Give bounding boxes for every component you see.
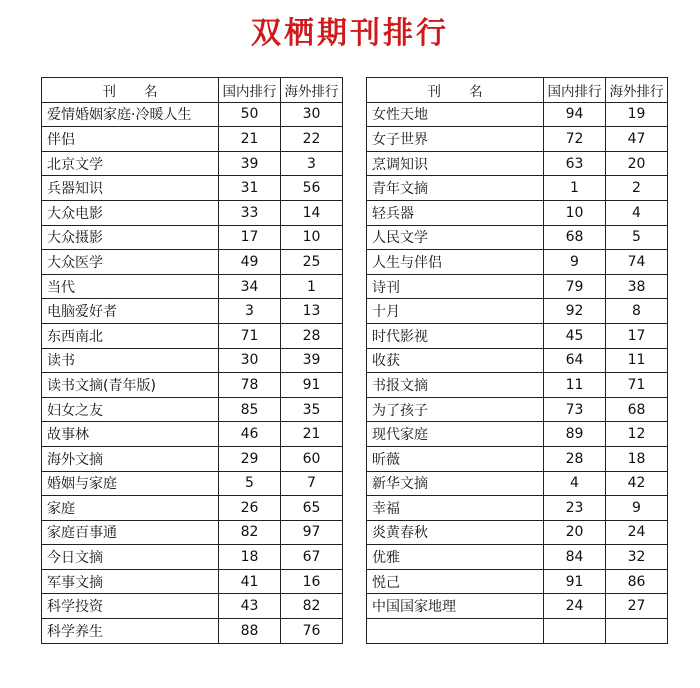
magazine-name-cell: 人民文学 xyxy=(367,225,544,250)
table-row xyxy=(367,127,668,152)
table-row xyxy=(42,520,343,545)
magazine-name-cell xyxy=(367,619,544,644)
table-row xyxy=(367,373,668,398)
overseas-rank-cell: 14 xyxy=(281,200,343,225)
left-ranking-table xyxy=(41,77,343,644)
domestic-rank-cell: 33 xyxy=(219,200,281,225)
magazine-name-cell: 书报文摘 xyxy=(367,373,544,398)
domestic-rank-cell: 11 xyxy=(544,373,606,398)
magazine-name-cell: 时代影视 xyxy=(367,323,544,348)
magazine-name-cell: 为了孩子 xyxy=(367,397,544,422)
overseas-rank-cell: 25 xyxy=(281,250,343,275)
domestic-rank-cell: 34 xyxy=(219,274,281,299)
overseas-rank-cell: 4 xyxy=(606,200,668,225)
magazine-name-cell: 爱情婚姻家庭·冷暖人生 xyxy=(42,102,219,127)
table-row xyxy=(367,545,668,570)
overseas-rank-cell: 76 xyxy=(281,619,343,644)
domestic-rank-cell: 3 xyxy=(219,299,281,324)
header-name: 刊名 xyxy=(367,78,544,103)
table-row xyxy=(367,200,668,225)
domestic-rank-cell: 9 xyxy=(544,250,606,275)
domestic-rank-cell: 10 xyxy=(544,200,606,225)
domestic-rank-cell: 41 xyxy=(219,569,281,594)
overseas-rank-cell: 3 xyxy=(281,151,343,176)
magazine-name-cell: 今日文摘 xyxy=(42,545,219,570)
table-row xyxy=(42,446,343,471)
table-row xyxy=(367,569,668,594)
domestic-rank-cell: 23 xyxy=(544,496,606,521)
magazine-name-cell: 家庭 xyxy=(42,496,219,521)
domestic-rank-cell: 5 xyxy=(219,471,281,496)
table-row xyxy=(367,225,668,250)
domestic-rank-cell: 46 xyxy=(219,422,281,447)
magazine-name-cell: 诗刊 xyxy=(367,274,544,299)
overseas-rank-cell: 7 xyxy=(281,471,343,496)
domestic-rank-cell: 88 xyxy=(219,619,281,644)
table-row xyxy=(42,200,343,225)
table-row xyxy=(367,496,668,521)
magazine-name-cell: 人生与伴侣 xyxy=(367,250,544,275)
overseas-rank-cell: 28 xyxy=(281,323,343,348)
magazine-name-cell: 婚姻与家庭 xyxy=(42,471,219,496)
magazine-name-cell: 科学投资 xyxy=(42,594,219,619)
overseas-rank-cell: 19 xyxy=(606,102,668,127)
overseas-rank-cell xyxy=(606,619,668,644)
domestic-rank-cell: 68 xyxy=(544,225,606,250)
domestic-rank-cell: 17 xyxy=(219,225,281,250)
overseas-rank-cell: 30 xyxy=(281,102,343,127)
domestic-rank-cell: 50 xyxy=(219,102,281,127)
domestic-rank-cell: 18 xyxy=(219,545,281,570)
right-ranking-table xyxy=(366,77,668,644)
domestic-rank-cell: 92 xyxy=(544,299,606,324)
magazine-name-cell: 读书文摘(青年版) xyxy=(42,373,219,398)
table-row xyxy=(42,102,343,127)
magazine-name-cell: 兵器知识 xyxy=(42,176,219,201)
magazine-name-cell: 女性天地 xyxy=(367,102,544,127)
table-row xyxy=(42,397,343,422)
table-row xyxy=(367,520,668,545)
overseas-rank-cell: 65 xyxy=(281,496,343,521)
overseas-rank-cell: 82 xyxy=(281,594,343,619)
magazine-name-cell: 大众医学 xyxy=(42,250,219,275)
overseas-rank-cell: 97 xyxy=(281,520,343,545)
magazine-name-cell: 东西南北 xyxy=(42,323,219,348)
overseas-rank-cell: 24 xyxy=(606,520,668,545)
domestic-rank-cell: 21 xyxy=(219,127,281,152)
overseas-rank-cell: 35 xyxy=(281,397,343,422)
magazine-name-cell: 轻兵器 xyxy=(367,200,544,225)
overseas-rank-cell: 13 xyxy=(281,299,343,324)
domestic-rank-cell: 84 xyxy=(544,545,606,570)
table-row xyxy=(367,323,668,348)
overseas-rank-cell: 68 xyxy=(606,397,668,422)
table-row xyxy=(42,299,343,324)
overseas-rank-cell: 74 xyxy=(606,250,668,275)
overseas-rank-cell: 21 xyxy=(281,422,343,447)
overseas-rank-cell: 20 xyxy=(606,151,668,176)
table-row xyxy=(42,619,343,644)
overseas-rank-cell: 56 xyxy=(281,176,343,201)
header-overseas-rank: 海外排行 xyxy=(606,78,668,103)
magazine-name-cell: 十月 xyxy=(367,299,544,324)
table-row xyxy=(42,151,343,176)
table-row xyxy=(367,471,668,496)
magazine-name-cell: 炎黄春秋 xyxy=(367,520,544,545)
domestic-rank-cell: 43 xyxy=(219,594,281,619)
table-header-row xyxy=(367,78,668,103)
domestic-rank-cell: 28 xyxy=(544,446,606,471)
table-row xyxy=(42,176,343,201)
overseas-rank-cell: 38 xyxy=(606,274,668,299)
domestic-rank-cell xyxy=(544,619,606,644)
domestic-rank-cell: 91 xyxy=(544,569,606,594)
magazine-name-cell: 优雅 xyxy=(367,545,544,570)
domestic-rank-cell: 31 xyxy=(219,176,281,201)
magazine-name-cell: 家庭百事通 xyxy=(42,520,219,545)
magazine-name-cell: 军事文摘 xyxy=(42,569,219,594)
table-row xyxy=(42,471,343,496)
magazine-name-cell: 烹调知识 xyxy=(367,151,544,176)
domestic-rank-cell: 1 xyxy=(544,176,606,201)
table-row xyxy=(367,594,668,619)
overseas-rank-cell: 22 xyxy=(281,127,343,152)
domestic-rank-cell: 39 xyxy=(219,151,281,176)
overseas-rank-cell: 5 xyxy=(606,225,668,250)
page-title: 双栖期刊排行 xyxy=(251,16,449,51)
magazine-name-cell: 妇女之友 xyxy=(42,397,219,422)
overseas-rank-cell: 1 xyxy=(281,274,343,299)
table-row xyxy=(42,545,343,570)
table-row xyxy=(367,397,668,422)
table-row xyxy=(367,348,668,373)
domestic-rank-cell: 94 xyxy=(544,102,606,127)
domestic-rank-cell: 45 xyxy=(544,323,606,348)
overseas-rank-cell: 18 xyxy=(606,446,668,471)
table-row xyxy=(367,250,668,275)
table-row xyxy=(367,274,668,299)
overseas-rank-cell: 71 xyxy=(606,373,668,398)
overseas-rank-cell: 8 xyxy=(606,299,668,324)
domestic-rank-cell: 29 xyxy=(219,446,281,471)
magazine-name-cell: 海外文摘 xyxy=(42,446,219,471)
table-row xyxy=(42,422,343,447)
overseas-rank-cell: 16 xyxy=(281,569,343,594)
table-row xyxy=(42,225,343,250)
overseas-rank-cell: 39 xyxy=(281,348,343,373)
overseas-rank-cell: 47 xyxy=(606,127,668,152)
magazine-name-cell: 读书 xyxy=(42,348,219,373)
domestic-rank-cell: 63 xyxy=(544,151,606,176)
overseas-rank-cell: 11 xyxy=(606,348,668,373)
domestic-rank-cell: 64 xyxy=(544,348,606,373)
header-name: 刊名 xyxy=(42,78,219,103)
overseas-rank-cell: 12 xyxy=(606,422,668,447)
magazine-name-cell: 新华文摘 xyxy=(367,471,544,496)
overseas-rank-cell: 67 xyxy=(281,545,343,570)
overseas-rank-cell: 2 xyxy=(606,176,668,201)
table-header-row xyxy=(42,78,343,103)
domestic-rank-cell: 30 xyxy=(219,348,281,373)
table-row xyxy=(367,619,668,644)
table-row xyxy=(42,274,343,299)
domestic-rank-cell: 71 xyxy=(219,323,281,348)
domestic-rank-cell: 4 xyxy=(544,471,606,496)
overseas-rank-cell: 91 xyxy=(281,373,343,398)
magazine-name-cell: 北京文学 xyxy=(42,151,219,176)
overseas-rank-cell: 42 xyxy=(606,471,668,496)
magazine-name-cell: 悦己 xyxy=(367,569,544,594)
magazine-name-cell: 伴侣 xyxy=(42,127,219,152)
header-domestic-rank: 国内排行 xyxy=(219,78,281,103)
magazine-name-cell: 科学养生 xyxy=(42,619,219,644)
overseas-rank-cell: 32 xyxy=(606,545,668,570)
header-domestic-rank: 国内排行 xyxy=(544,78,606,103)
table-row xyxy=(367,151,668,176)
magazine-name-cell: 中国国家地理 xyxy=(367,594,544,619)
table-row xyxy=(367,446,668,471)
table-row xyxy=(367,102,668,127)
table-row xyxy=(42,127,343,152)
magazine-name-cell: 当代 xyxy=(42,274,219,299)
overseas-rank-cell: 17 xyxy=(606,323,668,348)
domestic-rank-cell: 26 xyxy=(219,496,281,521)
header-overseas-rank: 海外排行 xyxy=(281,78,343,103)
overseas-rank-cell: 27 xyxy=(606,594,668,619)
overseas-rank-cell: 86 xyxy=(606,569,668,594)
domestic-rank-cell: 82 xyxy=(219,520,281,545)
domestic-rank-cell: 72 xyxy=(544,127,606,152)
magazine-name-cell: 女子世界 xyxy=(367,127,544,152)
domestic-rank-cell: 89 xyxy=(544,422,606,447)
table-row xyxy=(42,373,343,398)
table-row xyxy=(367,176,668,201)
overseas-rank-cell: 60 xyxy=(281,446,343,471)
domestic-rank-cell: 79 xyxy=(544,274,606,299)
domestic-rank-cell: 73 xyxy=(544,397,606,422)
magazine-name-cell: 昕薇 xyxy=(367,446,544,471)
table-row xyxy=(42,569,343,594)
table-row xyxy=(42,594,343,619)
domestic-rank-cell: 24 xyxy=(544,594,606,619)
magazine-name-cell: 收获 xyxy=(367,348,544,373)
overseas-rank-cell: 9 xyxy=(606,496,668,521)
magazine-name-cell: 大众电影 xyxy=(42,200,219,225)
domestic-rank-cell: 20 xyxy=(544,520,606,545)
magazine-name-cell: 大众摄影 xyxy=(42,225,219,250)
magazine-name-cell: 幸福 xyxy=(367,496,544,521)
magazine-name-cell: 现代家庭 xyxy=(367,422,544,447)
table-row xyxy=(42,496,343,521)
domestic-rank-cell: 78 xyxy=(219,373,281,398)
table-row xyxy=(42,250,343,275)
table-row xyxy=(367,299,668,324)
table-row xyxy=(42,348,343,373)
domestic-rank-cell: 85 xyxy=(219,397,281,422)
table-row xyxy=(42,323,343,348)
magazine-name-cell: 青年文摘 xyxy=(367,176,544,201)
domestic-rank-cell: 49 xyxy=(219,250,281,275)
magazine-name-cell: 故事林 xyxy=(42,422,219,447)
magazine-name-cell: 电脑爱好者 xyxy=(42,299,219,324)
overseas-rank-cell: 10 xyxy=(281,225,343,250)
table-row xyxy=(367,422,668,447)
